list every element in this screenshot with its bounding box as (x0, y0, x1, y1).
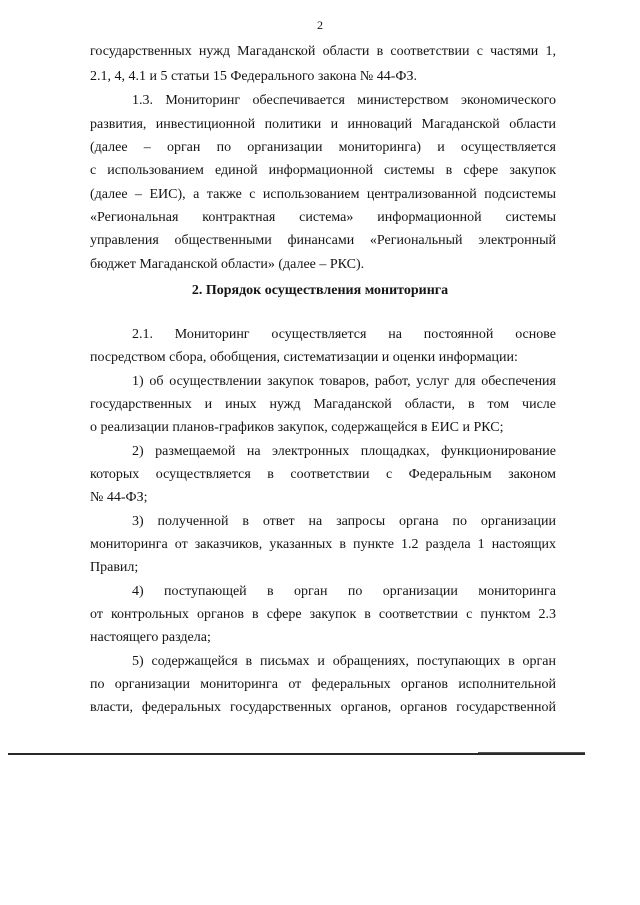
text-line: 2.1, 4, 4.1 и 5 статьи 15 Федерального закона № 44-ФЗ. (90, 69, 417, 84)
text-line: развития, инвестиционной политики и инноваций Магаданской области (90, 117, 556, 132)
text-line: Правил; (90, 560, 139, 575)
text-line: 5) содержащейся в письмах и обращениях, поступающих в орган (132, 654, 556, 669)
text-line: государственных нужд Магаданской области в соответствии с частями 1, (90, 44, 556, 59)
text-line: «Региональная контрактная система» информационной системы (90, 210, 556, 225)
text-line: бюджет Магаданской области» (далее – РКС). (90, 257, 365, 272)
text-line: 1.3. Мониторинг обеспечивается министерством экономического (132, 93, 556, 108)
text-line: по организации мониторинга от федеральных органов исполнительной (90, 677, 556, 692)
text-line: 3) полученной в ответ на запросы органа по организации (132, 514, 556, 529)
text-line: государственных и иных нужд Магаданской области, в том числе (90, 397, 556, 412)
text-line: с использованием единой информационной системы в сфере закупок (90, 163, 556, 178)
text-line: о реализации планов-графиков закупок, содержащейся в ЕИС и РКС; (90, 420, 504, 435)
text-line: посредством сбора, обобщения, систематизации и оценки информации: (90, 350, 518, 365)
text-line: (далее – ЕИС), а также с использованием централизованной подсистемы (90, 187, 556, 202)
text-line: мониторинга от заказчиков, указанных в пункте 1.2 раздела 1 настоящих (90, 537, 556, 552)
text-line: 1) об осуществлении закупок товаров, работ, услуг для обеспечения (132, 374, 556, 389)
text-line: власти, федеральных государственных органов, органов государственной (90, 700, 556, 715)
text-line: № 44-ФЗ; (90, 490, 148, 505)
text-line: управления общественными финансами «Региональный электронный (90, 233, 556, 248)
text-line: 4) поступающей в орган по организации мониторинга (132, 584, 556, 599)
text-line: (далее – орган по организации мониторинга) и осуществляется (90, 140, 556, 155)
page-bottom-rule (8, 753, 585, 755)
text-line: 2) размещаемой на электронных площадках, функционирование (132, 444, 556, 459)
page-number: 2 (317, 18, 323, 32)
section-heading: 2. Порядок осуществления мониторинга (191, 283, 449, 298)
text-line: которых осуществляется в соответствии с Федеральным законом (90, 467, 556, 482)
text-line: от контрольных органов в сфере закупок в соответствии с пунктом 2.3 (90, 607, 556, 622)
text-line: 2.1. Мониторинг осуществляется на постоянной основе (132, 327, 556, 342)
text-line: настоящего раздела; (90, 630, 211, 645)
